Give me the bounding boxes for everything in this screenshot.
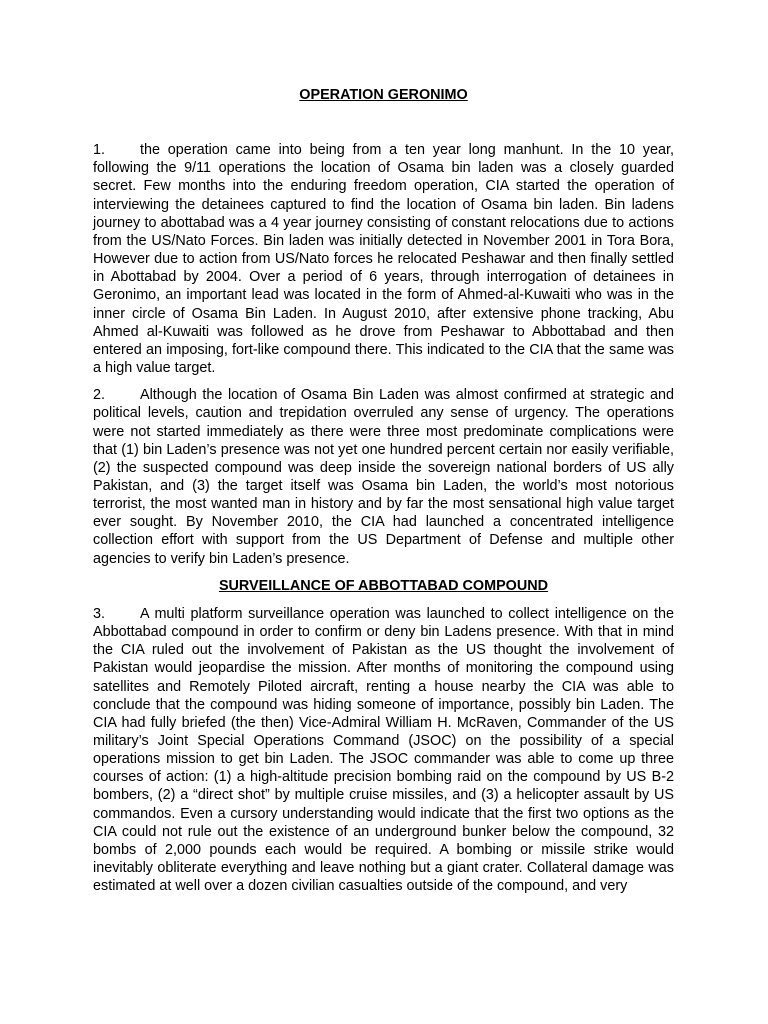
section-heading: SURVEILLANCE OF ABBOTTABAD COMPOUND xyxy=(218,577,549,594)
paragraph-1 xyxy=(93,141,674,377)
paragraph-number: 3. xyxy=(93,605,106,622)
paragraph-number: 2. xyxy=(93,387,106,404)
paragraph-text: A multi platform surveillance operation was launched to collect intelligence on the Abbottabad compound in order to confirm or deny bin Ladens presence. With that in mind the CIA ruled out the involvement of Pakistan as the US thought the involvement of Pakistan would jeopardise the mission. After months of monitoring the compound using satellites and Remotely Piloted aircraft, renting a house nearby the CIA was able to conclude that the compound was hiding someone of importance, possibly bin Laden. The CIA had fully briefed (the then) Vice-Admiral William H. McRaven, Commander of the US military’s Joint Special Operations Command (JSOC) on the possibility of a special operations mission to get bin Laden. The JSOC commander was able to come up three courses of action: (1) a high-altitude precision bombing raid on the compound by US B-2 bombers, (2) a “direct shot” by multiple cruise missiles, and (3) a helicopter assault by US commandos. Even a cursory understanding would indicate that the first two options as the CIA could not rule out the existence of an underground bunker below the compound, 32 bombs of 2,000 pounds each would be required. A bombing or missile strike would inevitably obliterate everything and leave nothing but a giant crater. Collateral damage was estimated at well over a dozen civilian casualties outside of the compound, and very xyxy=(93,605,674,895)
document-title: OPERATION GERONIMO xyxy=(299,87,468,103)
paragraph-2 xyxy=(93,386,674,568)
paragraph-text: the operation came into being from a ten year long manhunt. In the 10 year, following the 9/11 operations the location of Osama bin laden was a closely guarded secret. Few months into the enduring freedom operation, CIA started the operation of interviewing the detainees captured to find the location of Osama bin laden. Bin ladens journey to abottabad was a 4 year journey consisting of constant relocations due to actions from the US/Nato Forces. Bin laden was initially detected in November 2001 in Tora Bora, However due to action from US/Nato forces he relocated Peshawar and then finally settled in Abottabad by 2004. Over a period of 6 years, through interrogation of detainees in Geronimo, an important lead was located in the form of Ahmed-al-Kuwaiti who was in the inner circle of Osama Bin Laden. In August 2010, after extensive phone tracking, Abu Ahmed al-Kuwaiti was followed as he drove from Peshawar to Abbottabad and then entered an imposing, fort-like compound there. This indicated to the CIA that the same was a high value target. xyxy=(93,142,674,377)
paragraph-number: 1. xyxy=(93,142,106,159)
document-body xyxy=(93,86,674,904)
paragraph-3 xyxy=(93,605,674,896)
paragraph-text: Although the location of Osama Bin Laden was almost confirmed at strategic and political levels, caution and trepidation overruled any sense of urgency. The operations were not started immediately as there were three most predominate complications were that (1) bin Laden’s presence was not yet one hundred percent certain nor easily verifiable, (2) the suspected compound was deep inside the sovereign national borders of US ally Pakistan, and (3) the target itself was Osama bin Laden, the world’s most notorious terrorist, the most wanted man in history and by far the most sensational high value target ever sought. By November 2010, the CIA had launched a concentrated intelligence collection effort with support from the US Department of Defense and multiple other agencies to verify bin Laden’s presence. xyxy=(93,387,674,567)
